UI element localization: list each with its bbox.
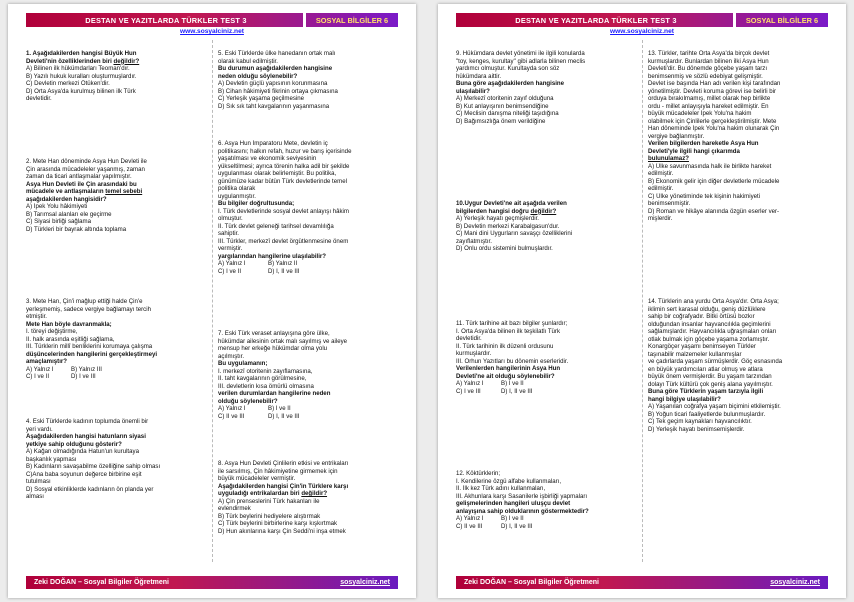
option-a[interactable]: A) Yalnız I [456,380,484,387]
option-c-cont: benimsenmiştir. [648,200,691,207]
question-text: 3. Mete Han, Çin'i mağlup ettiği halde Çin'e [26,298,143,305]
question-text: sağlamışlardır. Hayvancılıkla uğraşmaları onları [648,328,777,335]
website-link[interactable]: www.sosyalciniz.net [610,28,674,35]
question-12 [456,470,640,530]
question-text: yönetilmiştir. Devleti koruma görevi ise belirli bir [648,87,777,95]
question-2 [26,158,210,233]
option-d[interactable]: D) Onlu ordu sistemini bulmuşlardır. [456,245,553,252]
footer-site-link[interactable]: sosyalciniz.net [770,579,820,586]
question-5 [218,50,402,110]
option-d[interactable]: D) Yerleşik hayatı benimsemişlerdir. [648,425,745,433]
option-a[interactable]: A) Yaşanılan coğrafya yaşam biçimini etkilemiştir. [648,403,781,410]
option-b[interactable]: B) Yalnız II [268,260,298,267]
column-divider [642,40,643,562]
option-d[interactable]: D) Sık sık taht kavgalarının yaşanmasına [218,102,330,110]
statement-3: III. Türklerin millî benliklerini korumaya çalışma [26,343,153,350]
header-band [456,13,828,27]
question-text: Devlet ise başında Han adı verilen kişi tarafından [648,80,781,87]
left-column [456,40,640,562]
test-title: DESTAN VE YAZITLARDA TÜRKLER TEST 3 [515,15,677,25]
question-text: politikasını; halkın refah, huzur ve barış içerisinde [218,147,352,155]
question-7 [218,330,402,420]
option-d[interactable]: D) Hun akınlarına karşı Çin Seddi'ni inşa etmek [218,527,346,535]
question-text: 6. Asya Hun İmparatoru Mete, devletin iç [218,140,328,147]
question-text: yardımcı olmuştur. Kurultayda son söz [456,65,560,72]
question-stem: gelişmelerinden hangileri uluşçu devlet [456,500,571,507]
option-d[interactable]: D) Türkleri bir bayrak altında toplama [26,225,127,233]
question-text: 2. Mete Han döneminde Asya Hun Devleti ile [26,158,147,165]
option-b[interactable]: B) I ve II [268,405,291,412]
option-a[interactable]: A) Ülke savunmasında halk ile birlikte hareket [648,162,772,170]
question-text: 11. Türk tarihine ait bazı bilgiler şunlardır; [456,320,568,327]
option-b[interactable]: B) Yalnız III [71,365,102,373]
option-b[interactable]: B) I ve II [501,380,524,387]
question-text: benimsenmiş ve sözlü edebiyat gelişmiştir. [648,72,763,80]
statement-1-cont: olmuştur. [218,215,243,222]
question-stem: yetkiye sahip olduğunu gösterir? [26,440,122,448]
question-text: dolayı Türk kültürü çok geniş alana yayılmıştır. [648,380,773,388]
statement-2: II. İlk kez Türk adını kullanmaları, [456,485,546,492]
question-stem: neden olduğu söylenebilir? [218,72,298,80]
option-a[interactable]: A) Yalnız I [218,405,246,412]
question-stem: mücadele ve antlaşmaların [26,188,106,195]
website-link[interactable]: www.sosyalciniz.net [180,28,244,35]
option-b-cont: edilmiştir. [648,185,674,192]
footer-band [26,576,398,589]
question-text: en büyük yardımcıları atlar olmuş ve atlara [648,365,763,373]
option-d[interactable]: D) Orta Asya'da kurulmuş bilinen ilk Türk [26,87,136,95]
question-stem: verilen durumlardan hangilerine neden [218,390,331,397]
question-text: iklimin sert karasal olduğu, geniş düzlüklere [648,305,766,313]
statement-3: III. Akhunlara karşı Sasanilerle işbirliği yapmaları [456,492,588,500]
question-stem: ulaşılabilir? [456,87,490,95]
option-d[interactable]: D) I, II ve III [268,412,300,420]
left-column [26,40,210,562]
question-text: Çin arasında mücadeleler yaşanmış, zaman [26,165,145,173]
option-c[interactable]: C) Siyasi birliği sağlama [26,218,92,225]
question-text: olduğundan insanlar hayvancılıkla geçimlerini [648,320,771,328]
option-a-cont: başkanlık yapması [26,455,77,463]
question-stem: uyguladığı entrikalardan biri [218,490,302,497]
question-text: 7. Eski Türk veraset anlayışına göre ülke, [218,330,330,337]
statement-3: III. Orhun Yazıtları bu dönemin eserleridir. [456,357,569,365]
question-stem: anlayışına sahip olduklarının göstermektedir? [456,507,589,515]
option-d[interactable]: D) I, II ve III [268,267,300,275]
option-d-cont: mişlerdir. [648,215,673,222]
question-stem: Verilenlerden hangilerinin Asya Hun [456,365,561,372]
question-stem: Bu bilgiler doğrultusunda; [218,200,295,207]
option-a[interactable]: A) Bilinen ilk hükümdarları Teoman'dır. [26,65,130,72]
question-text: Han döneminde İpek Yolu'na hakim olunarak Çin [648,125,780,132]
question-4 [26,418,210,501]
question-stem: amaçlamıştır? [26,358,67,365]
question-text: açılmıştır. [218,352,245,360]
option-b[interactable]: B) Kadınların savaşabilme özelliğine sahip olması [26,463,161,470]
question-stem: Devleti'yle ilgili hangi çıkarımda [648,147,740,155]
statement-1-cont: devletidir. [456,335,482,342]
question-stem: Asya Hun Devleti ile Çin arasındaki bu [26,180,137,188]
question-text: olarak kabul edilmiştir. [218,57,278,65]
question-9 [456,50,640,125]
question-stem: Mete Han böyle davranmakla; [26,320,112,328]
statement-2: II. halk arasında eşitliği sağlama, [26,335,115,343]
question-stem: 1. Aşağıdakilerden hangisi Büyük Hun [26,50,137,57]
question-text: ile sarsılmış, Çin hâkimiyetine girmemek için [218,467,338,475]
option-d[interactable]: D) Sosyal etkinliklerde kadınların ön planda yer [26,485,154,493]
question-text: 14. Türklerin ana yurdu Orta Asya'dır. Orta Asya; [648,298,779,305]
question-13 [648,50,832,223]
subject-label: SOSYAL BİLGİLER 6 [745,15,819,25]
option-d[interactable]: D) I, II ve III [501,522,533,530]
option-d[interactable]: D) Roman ve hikâye alanında özgün eserler ver- [648,207,780,215]
statement-2: II. Türk devlet geleneği tarihsel devamlılığa [218,222,334,230]
question-stem: Aşağıdakilerden hangisi Çin'in Türklere karşı [218,482,349,490]
question-text: "toy, kenges, kurultay" gibi adlarla bilinen meclis [456,57,586,65]
right-column [218,40,402,562]
option-a-cont: evlendirmek [218,505,251,512]
question-3 [26,298,210,381]
option-a[interactable]: A) İpek Yolu hâkimiyeti [26,203,88,210]
question-stem: bilgilerden hangisi doğru [456,207,531,215]
question-text: taşınabilir malzemeler kullanmışlar [648,350,742,358]
question-keyword: temel sebebi [105,188,143,195]
question-text: politika olarak [218,185,256,192]
statement-1: I. merkezî otoritenin zayıflamasına, [218,367,313,375]
question-keyword: bulunulamaz? [648,155,689,162]
header-band [26,13,398,27]
question-stem: Aşağıdakilerden hangisi hatunların siyasi [26,433,146,440]
option-c[interactable]: C) Tek geçim kaynakları hayvancılıktır. [648,418,752,425]
footer-site-link[interactable]: sosyalciniz.net [340,579,390,586]
option-c[interactable]: C) I ve III [456,387,481,395]
question-stem: Devleti'ne ait olduğu söylenebilir? [456,372,555,380]
option-a-cont: edilmiştir. [648,170,674,177]
question-stem: olduğu söylenebilir? [218,397,278,405]
option-a[interactable]: A) Kağan olmadığında Hatun'un kurultaya [26,448,139,455]
question-stem: yargılarından hangilerine ulaşılabilir? [218,252,327,260]
option-c[interactable]: C) I ve II [26,373,50,380]
option-b[interactable]: B) Cihan hâkimiyeti fikrinin ortaya çıkmasına [218,87,338,95]
question-stem: hangi bilgiye ulaşılabilir? [648,395,721,403]
option-b[interactable]: B) Kut anlayışının benimsendiğine [456,102,549,110]
question-text: hükümdara aittir. [456,72,502,80]
question-text: Devleti'dir. Bu dönemde göçebe yaşam tarzı [648,65,768,72]
question-stem: düşüncelerinden hangilerini gerçekleştirmeyi [26,350,158,358]
right-column [648,40,832,562]
option-d[interactable]: D) I ve III [71,373,96,380]
option-c[interactable]: C) II ve III [456,522,483,530]
question-text: 5. Eski Türklerde ülke hanedanın ortak malı [218,50,336,57]
question-text: uygulanmıştır. [218,192,256,200]
question-stem: Verilen bilgilerden hareketle Asya Hun [648,140,759,147]
option-b[interactable]: B) Devletin merkezi Karabalgasun'dur. [456,222,560,230]
option-a[interactable]: A) Yerleşik hayatı geçmişlerdir. [456,215,539,222]
column-divider [212,40,213,562]
header-separator [733,13,736,27]
question-stem: Buna göre Türklerin yaşam tarzıyla ilgili [648,388,764,395]
question-10 [456,200,640,253]
option-a[interactable]: A) Yalnız I [26,365,54,373]
question-text: ordu - millet anlayışıyla hareket edilmiştir. En [648,102,769,110]
statement-1: I. Türk devletlerinde sosyal devlet anlayışı hâkim [218,207,349,215]
question-text: kurmuşlardır. Bunlardan bilinen ilki Asya Hun [648,57,769,65]
option-b[interactable]: B) I ve II [501,515,524,522]
question-keyword: değildir? [113,57,140,65]
statement-2: II. Türk tarihinin ilk düzenli ordusunu [456,342,554,350]
option-a[interactable]: A) Yalnız I [218,260,246,267]
footer-band [456,576,828,589]
question-text: ve çadırlarda yaşam sürmüşlerdir. Göç esnasında [648,358,783,365]
option-b[interactable]: B) Yazılı hukuk kuralları oluşturmuşlardır. [26,72,137,80]
statement-3: III. Türkler, merkezî devlet örgütlenmesine önem [218,237,349,245]
statement-2-cont: sahiptir. [218,230,240,237]
author-name: Zeki DOĞAN – Sosyal Bilgiler Öğretmeni [464,579,599,586]
question-14 [648,298,832,433]
option-b[interactable]: B) Türk beylerini hediyelere alıştırmak [218,512,321,520]
statement-1: I. töreyi değiştirme, [26,328,78,335]
question-text: yükseltilmesi; ayrıca törenin halka adil bir şekilde [218,162,350,170]
subject-label: SOSYAL BİLGİLER 6 [315,15,389,25]
option-c[interactable]: C) Meclisin danışma niteliği taşıdığına [456,110,559,117]
question-stem: Bu durumun aşağıdakilerden hangisine [218,65,333,72]
question-keyword: değildir? [301,490,328,497]
question-text: mensup her erkeğe hükümdar olma yolu [218,345,328,352]
question-text: etmiştir. [26,313,47,320]
option-d[interactable]: D) I, II ve III [501,387,533,395]
question-stem: Bu uygulamanın; [218,360,268,367]
statement-1: I. Kendilerine özgü alfabe kullanmaları, [456,477,562,485]
statement-3-cont: vermiştir. [218,245,243,252]
option-b[interactable]: B) Tarımsal alanları ele geçirme [26,210,112,218]
option-d-cont: devletidir. [26,95,52,102]
option-c[interactable]: C) I ve II [218,267,242,275]
question-text: yaşatılması ve ekonomik seviyesinin [218,155,317,162]
statement-2-cont: kurmuşlardır. [456,350,492,357]
question-text: büyük önem vermişlerdir. Bu yaşam tarzından [648,373,772,380]
question-text: büyük mücadeleler vermiştir. [218,475,296,482]
question-8 [218,460,402,535]
question-text: Konargöçer yaşamı benimseyen Türkler [648,343,756,350]
question-text: uygulanması olarak belirlemiştir. Bu politika, [218,170,337,177]
question-text: yerleşmemiş, sadece vergiye bağlamayı tercih [26,305,151,313]
statement-2: II. taht kavgalarının görülmesine, [218,375,307,382]
question-stem: 10.Uygur Devleti'ne ait aşağıda verilen [456,200,567,207]
option-c[interactable]: C)Ana baba soyunun değerce birbirine eşit [26,470,142,478]
question-text: 4. Eski Türklerde kadının toplumda önemli bir [26,418,149,425]
option-c[interactable]: C) Devletin merkezi Ötüken'dir. [26,80,110,87]
test-page-left [8,4,416,598]
option-c[interactable]: C) Türk beylerini birbirlerine karşı kışkırtmak [218,520,338,527]
question-text: olabilmek için Çinlilerle gerçekleştirilmiştir. Mete [648,117,777,125]
question-11 [456,320,640,395]
option-a[interactable]: A) Yalnız I [456,515,484,522]
question-text: otlak bulmak için göçebe yaşama zorlamıştır. [648,335,770,343]
question-text: 8. Asya Hun Devleti Çinlilerin etkisi ve entrikaları [218,460,349,467]
question-keyword: değildir? [530,207,557,215]
question-6 [218,140,402,275]
question-text: günümüze kadar bütün Türk devletlerinde temel [218,177,347,185]
question-text: 12. Köktürklerin; [456,470,501,477]
option-b[interactable]: B) Ekonomik gelir için diğer devletlerle mücadele [648,177,780,185]
option-d[interactable]: D) Bağımsızlığa önem verildiğine [456,117,546,125]
question-stem: aşağıdakilerden hangisidir? [26,195,107,203]
option-a[interactable]: A) Devletin güçlü yapısının korunmasına [218,80,328,87]
question-text: 9. Hükümdara devlet yönetimi ile ilgili konularda [456,50,585,57]
option-b[interactable]: B) Yoğun ticari faaliyetlerde bulunmuşlardır. [648,410,766,418]
option-c[interactable]: C) Mani dini Uygurların savaşçı özelliklerini [456,230,573,237]
option-c[interactable]: C) Ülke yönetiminde tek kişinin hakimiyeti [648,192,761,200]
question-stem: Buna göre aşağıdakilerden hangisine [456,80,565,87]
option-d-cont: alması [26,493,44,500]
option-c[interactable]: C) Yerleşik yaşama geçilmesine [218,95,305,102]
header-separator [303,13,306,27]
option-c-cont: tutulması [26,478,51,485]
question-text: vergiye bağlanmıştır. [648,132,705,140]
question-text: 13. Türkler, tarihte Orta Asya'da birçok devlet [648,50,770,57]
test-title: DESTAN VE YAZITLARDA TÜRKLER TEST 3 [85,15,247,25]
question-text: hükümdar ailesinin ortak malı sayılmış ve aileye [218,337,348,345]
question-text: zaman da ticari antlaşmalar yapılmıştır. [26,173,132,180]
option-a[interactable]: A) Merkezî otoritenin zayıf olduğuna [456,95,554,102]
question-stem: Devleti'nin özelliklerinden biri [26,57,114,65]
option-a[interactable]: A) Çin prenseslerini Türk hakanları ile [218,497,320,505]
question-text: büyük mücadeleler İpek Yolu'na hakim [648,110,752,117]
question-text: yeri vardı. [26,425,53,433]
statement-3: III. devletlerin kısa ömürlü olmasına [218,382,314,390]
option-c-cont: zayıflatmıştır. [456,237,492,245]
question-text: sahip bir coğrafyadır. Bitki örtüsü bozkır [648,313,755,320]
question-1 [26,50,210,103]
option-c[interactable]: C) II ve III [218,412,245,420]
statement-1: I. Orta Asya'da bilinen ilk teşkilatlı Türk [456,327,561,335]
author-name: Zeki DOĞAN – Sosyal Bilgiler Öğretmeni [34,579,169,586]
test-page-right [438,4,846,598]
question-text: orduya bırakılmamış, millet olarak hep birlikte [648,95,771,102]
